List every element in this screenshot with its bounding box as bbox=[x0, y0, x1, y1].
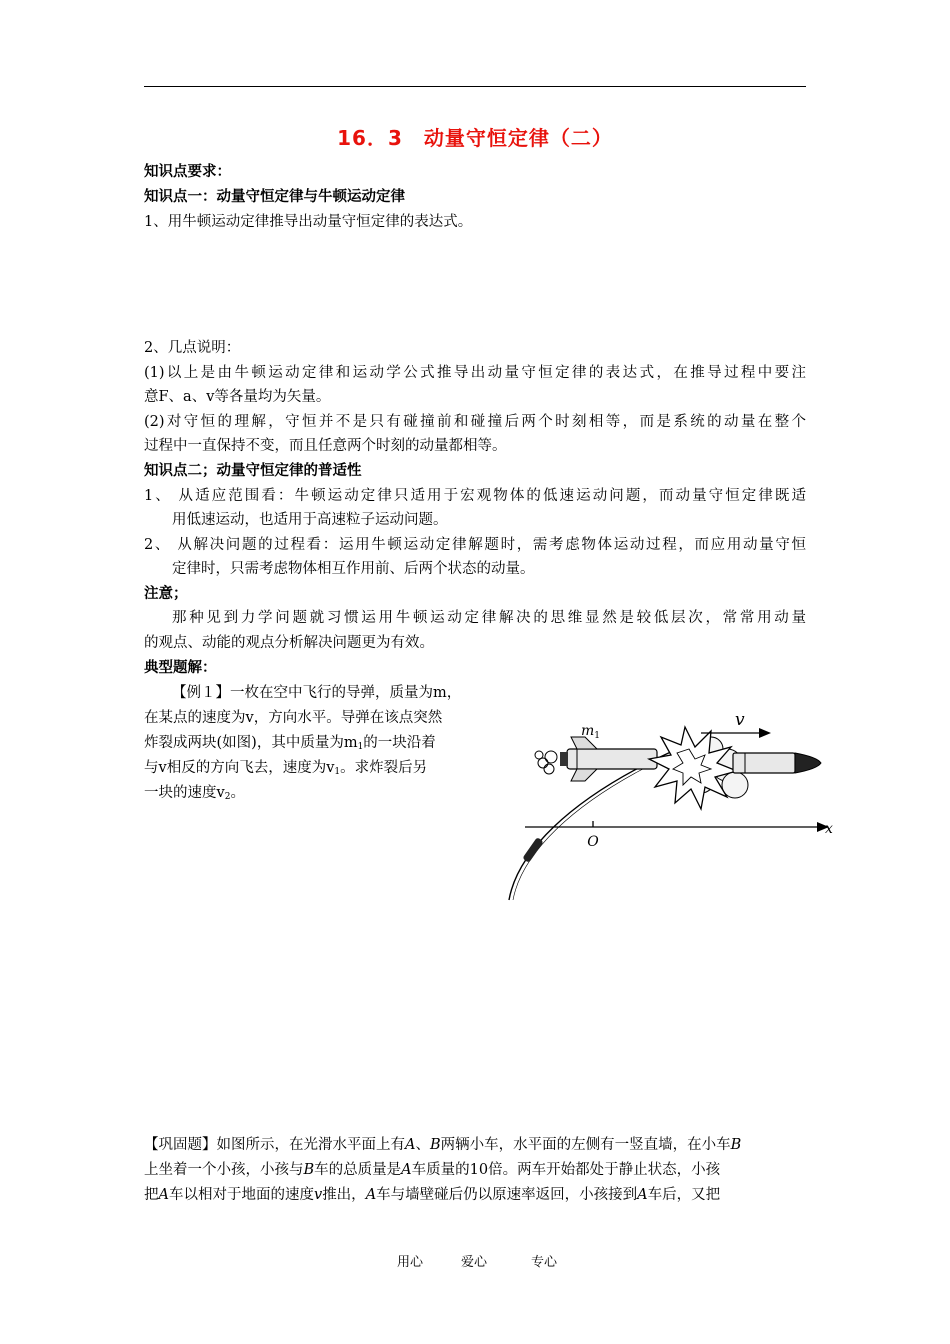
example1-line3: 炸裂成两块(如图)，其中质量为$m_1$的一块沿着 bbox=[144, 735, 436, 752]
exhaust-smoke bbox=[535, 751, 557, 774]
kp2-item1-line1: 1、 从适应范围看：牛顿运动定律只适用于宏观物体的低速运动问题，而动量守恒定律既适 bbox=[144, 488, 806, 504]
consolidation-line2: 上坐着一个小孩，小孩与B车的总质量是A车质量的10倍。两车开始都处于静止状态，小孩 bbox=[144, 1162, 721, 1178]
origin-label: O bbox=[587, 834, 599, 850]
consolidation-line3: 把A车以相对于地面的速度v推出，A车与墙壁碰后仍以原速率返回，小孩接到A车后，又把 bbox=[144, 1187, 721, 1203]
examples-heading: 典型题解： bbox=[144, 660, 217, 676]
note-line2: 的观点、动能的观点分析解决问题更为有效。 bbox=[144, 635, 434, 651]
example1-line5: 一块的速度$v_2$。 bbox=[144, 785, 245, 802]
missile-explosion-figure bbox=[505, 705, 845, 905]
header-rule bbox=[144, 86, 806, 87]
kp1-note1-line2: 意F、a、v等各量均为矢量。 bbox=[144, 389, 331, 405]
kp1-note2-line1: (2)对守恒的理解，守恒并不是只有碰撞前和碰撞后两个时刻相等，而是系统的动量在整个 bbox=[144, 414, 806, 430]
kp2-heading: 知识点二；动量守恒定律的普适性 bbox=[144, 463, 362, 479]
note-line1: 那种见到力学问题就习惯运用牛顿运动定律解决的思维显然是较低层次，常常用动量 bbox=[172, 610, 806, 626]
x-axis-label: x bbox=[825, 821, 833, 837]
kp1-item1: 1、用牛顿运动定律推导出动量守恒定律的表达式。 bbox=[144, 214, 473, 230]
kp2-item2-line1: 2、 从解决问题的过程看：运用牛顿运动定律解题时，需考虑物体运动过程，而应用动量守恒 bbox=[144, 537, 806, 553]
example1-line4: 与v相反的方向飞去，速度为$v_1$。求炸裂后另 bbox=[144, 760, 428, 777]
kp1-item2: 2、几点说明： bbox=[144, 340, 241, 356]
kp1-heading: 知识点一：动量守恒定律与牛顿运动定律 bbox=[144, 189, 405, 205]
example1-line1: 【例１】一枚在空中飞行的导弹，质量为m， bbox=[172, 685, 462, 701]
kp2-item1-line2: 用低速运动，也适用于高速粒子运动问题。 bbox=[172, 512, 448, 528]
kp1-note1-line1: (1)以上是由牛顿运动定律和运动学公式推导出动量守恒定律的表达式，在推导过程中要注 bbox=[144, 365, 806, 381]
footer-text-1: 用心 bbox=[397, 1255, 424, 1270]
example1-line2: 在某点的速度为v，方向水平。导弹在该点突然 bbox=[144, 710, 443, 726]
lower-missile-fragment bbox=[522, 837, 543, 863]
rear-missile-fragment bbox=[560, 737, 657, 781]
note-heading: 注意； bbox=[144, 586, 188, 602]
velocity-arrowhead bbox=[759, 728, 771, 738]
consolidation-line1: 【巩固题】如图所示，在光滑水平面上有A、B两辆小车，水平面的左侧有一竖直墙，在小车B bbox=[144, 1137, 742, 1153]
velocity-label: v bbox=[735, 710, 745, 730]
mass-m1-label: $m_1$ bbox=[581, 723, 601, 741]
requirements-heading: 知识点要求： bbox=[144, 164, 231, 180]
front-missile-fragment bbox=[733, 753, 821, 773]
page-title: 16．3 动量守恒定律（二） bbox=[337, 126, 613, 150]
footer-text-3: 专心 bbox=[531, 1255, 558, 1270]
kp2-item2-line2: 定律时，只需考虑物体相互作用前、后两个状态的动量。 bbox=[172, 561, 535, 577]
footer-text-2: 爱心 bbox=[461, 1255, 488, 1270]
kp1-note2-line2: 过程中一直保持不变，而且任意两个时刻的动量都相等。 bbox=[144, 438, 507, 454]
